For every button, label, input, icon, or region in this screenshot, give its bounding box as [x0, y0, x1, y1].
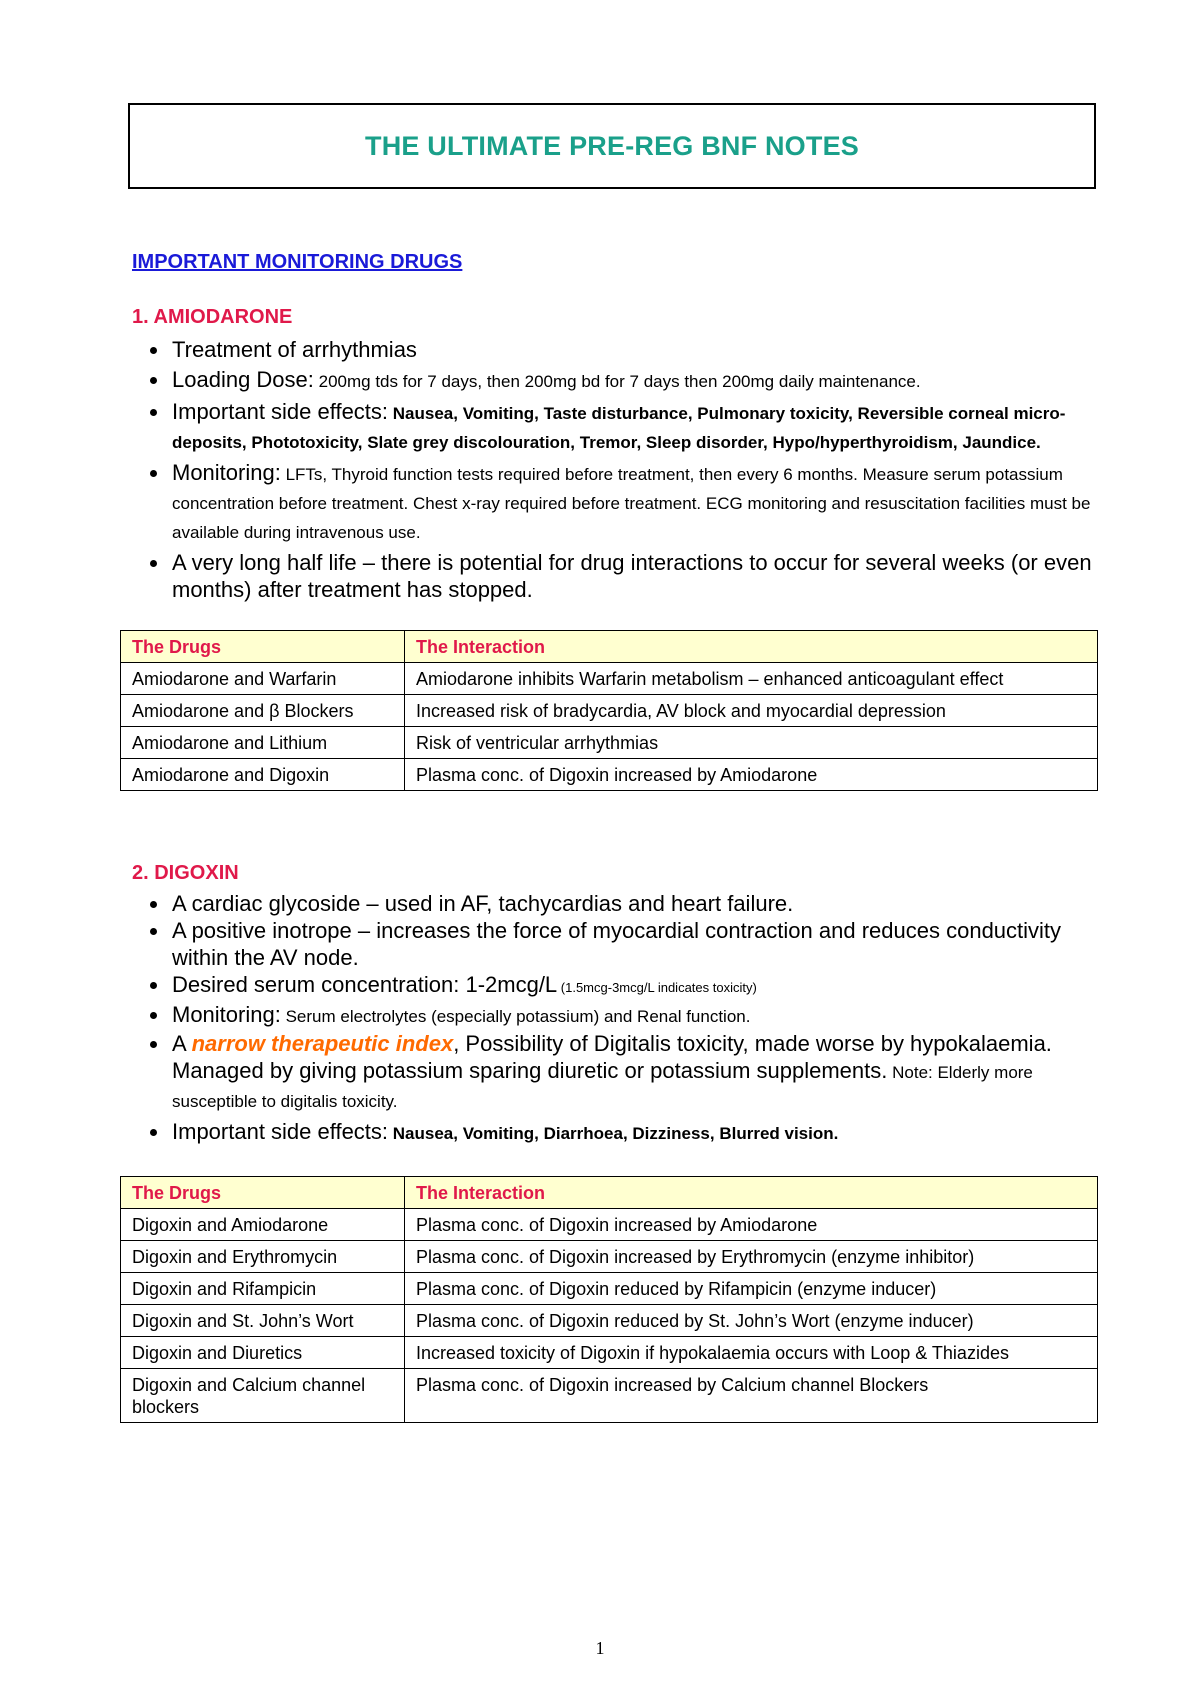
table-cell: Digoxin and Calcium channel blockers — [121, 1369, 405, 1423]
list-item: A very long half life – there is potential for drug interactions to occur for several weeks (or even months) after treatment has stopped. — [148, 549, 1098, 603]
table-row — [121, 695, 1098, 727]
amiodarone-interaction-table — [120, 630, 1098, 791]
table-cell: Digoxin and St. John’s Wort — [121, 1305, 405, 1337]
table-cell: Plasma conc. of Digoxin increased by Calcium channel Blockers — [405, 1369, 1098, 1423]
table-row — [121, 1337, 1098, 1369]
amiodarone-heading: 1. AMIODARONE — [132, 306, 293, 328]
table-cell: Plasma conc. of Digoxin increased by Amiodarone — [405, 1209, 1098, 1241]
table-row — [121, 1273, 1098, 1305]
table-cell: Amiodarone and Digoxin — [121, 759, 405, 791]
table-cell: Risk of ventricular arrhythmias — [405, 727, 1098, 759]
list-item: Important side effects: Nausea, Vomiting, Diarrhoea, Dizziness, Blurred vision. — [148, 1118, 1098, 1147]
table-cell: Amiodarone and β Blockers — [121, 695, 405, 727]
table-cell: Plasma conc. of Digoxin increased by Amiodarone — [405, 759, 1098, 791]
amiodarone-bullet-list — [148, 336, 1098, 603]
table-header-row — [121, 1177, 1098, 1209]
list-item: Monitoring: LFTs, Thyroid function tests required before treatment, then every 6 months. Measure serum potassium concentration before treatment. Chest x-ray required before treatment. ECG monitoring and resuscitation facilities must be available during intravenous use. — [148, 459, 1098, 546]
table-cell: Amiodarone and Warfarin — [121, 663, 405, 695]
table-cell: Amiodarone inhibits Warfarin metabolism – enhanced anticoagulant effect — [405, 663, 1098, 695]
table-cell: Plasma conc. of Digoxin reduced by St. John’s Wort (enzyme inducer) — [405, 1305, 1098, 1337]
table-row — [121, 1209, 1098, 1241]
table-row — [121, 663, 1098, 695]
table-header-row — [121, 631, 1098, 663]
table-cell: Increased risk of bradycardia, AV block and myocardial depression — [405, 695, 1098, 727]
table-cell: Digoxin and Diuretics — [121, 1337, 405, 1369]
list-item: Desired serum concentration: 1-2mcg/L (1.5mcg-3mcg/L indicates toxicity) — [148, 971, 1098, 1001]
table-cell: Digoxin and Erythromycin — [121, 1241, 405, 1273]
table-cell: Amiodarone and Lithium — [121, 727, 405, 759]
table-cell: Digoxin and Rifampicin — [121, 1273, 405, 1305]
list-item: Treatment of arrhythmias — [148, 336, 1098, 363]
table-cell: Increased toxicity of Digoxin if hypokalaemia occurs with Loop & Thiazides — [405, 1337, 1098, 1369]
digoxin-heading: 2. DIGOXIN — [132, 862, 239, 884]
column-header-drugs: The Drugs — [121, 631, 405, 663]
section-heading: IMPORTANT MONITORING DRUGS — [132, 251, 463, 273]
page-title: THE ULTIMATE PRE-REG BNF NOTES — [365, 130, 859, 161]
title-box — [128, 103, 1096, 189]
table-row — [121, 1369, 1098, 1423]
page-number: 1 — [595, 1638, 605, 1658]
digoxin-interaction-table — [120, 1176, 1098, 1423]
digoxin-bullet-list — [148, 890, 1098, 1147]
table-row — [121, 759, 1098, 791]
list-item: A positive inotrope – increases the force of myocardial contraction and reduces conductivity within the AV node. — [148, 917, 1098, 971]
list-item: Important side effects: Nausea, Vomiting, Taste disturbance, Pulmonary toxicity, Reversible corneal micro-deposits, Phototoxicity, Slate grey discolouration, Tremor, Sleep disorder, Hypo/hyperthyroidism, Jaundice. — [148, 398, 1098, 456]
column-header-interaction: The Interaction — [405, 631, 1098, 663]
column-header-interaction: The Interaction — [405, 1177, 1098, 1209]
table-row — [121, 727, 1098, 759]
narrow-therapeutic-index-highlight: narrow therapeutic index — [191, 1031, 454, 1056]
table-cell: Digoxin and Amiodarone — [121, 1209, 405, 1241]
table-row — [121, 1241, 1098, 1273]
table-cell: Plasma conc. of Digoxin increased by Erythromycin (enzyme inhibitor) — [405, 1241, 1098, 1273]
table-row — [121, 1305, 1098, 1337]
list-item: A cardiac glycoside – used in AF, tachycardias and heart failure. — [148, 890, 1098, 917]
list-item: Monitoring: Serum electrolytes (especially potassium) and Renal function. — [148, 1001, 1098, 1030]
table-cell: Plasma conc. of Digoxin reduced by Rifampicin (enzyme inducer) — [405, 1273, 1098, 1305]
list-item: Loading Dose: 200mg tds for 7 days, then 200mg bd for 7 days then 200mg daily maintenance. — [148, 366, 1098, 395]
list-item: A narrow therapeutic index, Possibility of Digitalis toxicity, made worse by hypokalaemia. Managed by giving potassium sparing diuretic or potassium supplements. Note: Elderly more susceptible to digitalis toxicity. — [148, 1030, 1098, 1115]
column-header-drugs: The Drugs — [121, 1177, 405, 1209]
